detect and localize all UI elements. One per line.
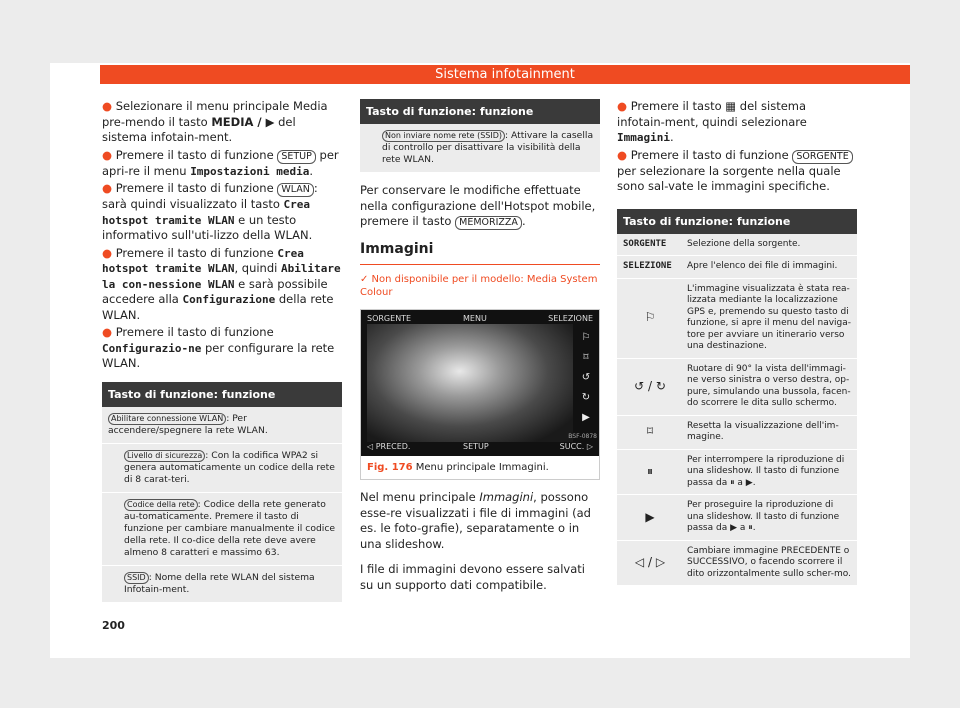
bullet-2: ● Premere il tasto di funzione SORGENTE per selezionare la sorgente nella quale sono sal-vate le immagini specifiche. [617, 148, 857, 195]
paragraph-supporto: I file di immagini devono essere salvati su un supporto dati compatibile. [360, 562, 585, 592]
figure-code: BSF-0878 [568, 433, 597, 440]
ssid-table [360, 99, 600, 173]
memorizza-key: MEMORIZZA [455, 216, 522, 230]
infotainment-screen [361, 310, 599, 456]
column-2 [360, 99, 600, 593]
apps-icon: ▦ [725, 99, 737, 113]
table-row: SELEZIONE Apre l'elenco dei file di immagini. [617, 256, 857, 279]
screen-selezione: SELEZIONE [548, 313, 593, 323]
bullet-4: ● Premere il tasto di funzione Crea hotspot tramite WLAN, quindi Abilitare la con-nessione WLAN e sarà possibile accedere alla Configurazione della rete WLAN. [102, 245, 341, 322]
screen-succ: SUCC. ▷ [559, 442, 593, 451]
prev-next-icon: ◁ / ▷ [634, 555, 666, 569]
paragraph-immagini: Nel menu principale Immagini, possono esse-re visualizzati i file di immagini (ad es. le foto-grafie), separatamente o in una slideshow. [360, 490, 591, 551]
table-row: Livello di sicurezza : Con la codifica WPA2 si genera automaticamente un codice della rete di 8 carat-teri. [102, 444, 342, 493]
bullet-1: ● Selezionare il menu principale Media pre-mendo il tasto MEDIA / ▶ del sistema infotain-ment. [102, 99, 328, 144]
table-row: Abilitare connessione WLAN : Per accendere/spegnere la rete WLAN. [102, 407, 342, 444]
column-3 [617, 99, 857, 586]
table-header: Tasto di funzione: funzione [102, 382, 342, 407]
screen-sorgente: SORGENTE [367, 313, 412, 323]
cathedral-photo [367, 324, 573, 442]
table-row: ▶ Per proseguire la riproduzione di una slideshow. Il tasto di funzione passa da ▶ a ⏸. [617, 495, 857, 541]
table-row: ◁ / ▷ Cambiare immagine PRECEDENTE o SUCCESSIVO, o facendo scorrere il dito orizzontalmente sullo scher-mo. [617, 541, 857, 587]
table-row: ↺ / ↻ Ruotare di 90° la vista dell'immagi-ne verso sinistra o verso destra, op-pure, simulando una bussola, facen-do scorrere le dita sullo schermo. [617, 359, 857, 416]
table-row: ⌑ Resetta la visualizzazione dell'im-magine. [617, 416, 857, 450]
bullet-5: ● Premere il tasto di funzione Configurazio-ne per configurare la rete WLAN. [102, 325, 335, 370]
paragraph-memorizza: Per conservare le modifiche effettuate nella configurazione dell'Hotspot mobile, premere il tasto MEMORIZZA . [360, 183, 596, 228]
wlan-key: WLAN [277, 183, 314, 197]
bullet-2: ● Premere il tasto di funzione SETUP per apri-re il menu Impostazioni media. [102, 147, 339, 178]
play-icon: ▶ [582, 411, 590, 423]
images-table [617, 209, 857, 587]
rotate-left-icon: ↺ [581, 371, 591, 383]
bullet-3: ● Premere il tasto di funzione WLAN : sarà quindi visualizzato il tasto Crea hotspot tramite WLAN e un testo informativo sull'uti-lizzo della WLAN. [102, 181, 318, 242]
bullet-1: ● Premere il tasto ▦ del sistema infotain-ment, quindi selezionare Immagini. [617, 99, 807, 144]
table-header: Tasto di funzione: funzione [617, 209, 857, 234]
availability-note: ✓ Non disponibile per il modello: Media System Colour [360, 273, 598, 298]
flag-icon: ⚐ [644, 310, 656, 325]
screen-menu: MENU [463, 313, 487, 323]
media-key: MEDIA / ▶ [211, 114, 275, 129]
reset-view-icon: ⌑ [646, 424, 654, 439]
pause-icon: ⏸ [646, 464, 653, 478]
column-1 [102, 99, 342, 603]
figure-176 [360, 309, 600, 481]
rotate-right-icon: ↻ [581, 391, 591, 403]
section-header: Sistema infotainment [100, 65, 910, 84]
table-row: Codice della rete : Codice della rete generato au-tomaticamente. Premere il tasto di funzione per cambiare manualmente il codice della rete. Il co-dice della rete deve avere almeno 8 caratteri e massimo 63. [102, 493, 342, 566]
rotate-icon: ↺ / ↻ [634, 378, 666, 393]
page-number: 200 [102, 619, 125, 632]
table-row: SORGENTE Selezione della sorgente. [617, 234, 857, 257]
table-row: ⚐ L'immagine visualizzata è stata rea-lizzata mediante la localizzazione GPS e, premendo su questo tasto di funzione, si apre il menu del naviga-tore per avviare un itinerario verso una destinazione. [617, 279, 857, 359]
screen-preced: ◁ PRECED. [367, 442, 411, 451]
screen-setup: SETUP [463, 442, 489, 451]
figure-caption: Fig. 176 Menu principale Immagini. [367, 461, 549, 473]
play-icon: ▶ [645, 509, 655, 524]
table-row: ⏸ Per interrompere la riproduzione di una slideshow. Il tasto di funzione passa da ⏸ a ▶. [617, 450, 857, 496]
page [50, 63, 910, 658]
reset-view-icon: ⌑ [583, 351, 589, 363]
table-row: SSID : Nome della rete WLAN del sistema Infotain-ment. [102, 566, 342, 603]
flag-icon: ⚐ [581, 331, 591, 343]
table-header: Tasto di funzione: funzione [360, 99, 600, 124]
table-row: Non inviare nome rete (SSID) : Attivare la casella di controllo per disattivare la visibilità della rete WLAN. [360, 124, 600, 173]
setup-key: SETUP [277, 150, 316, 164]
sorgente-key: SORGENTE [792, 150, 852, 164]
section-heading: Immagini [360, 242, 600, 265]
wlan-table [102, 382, 342, 603]
